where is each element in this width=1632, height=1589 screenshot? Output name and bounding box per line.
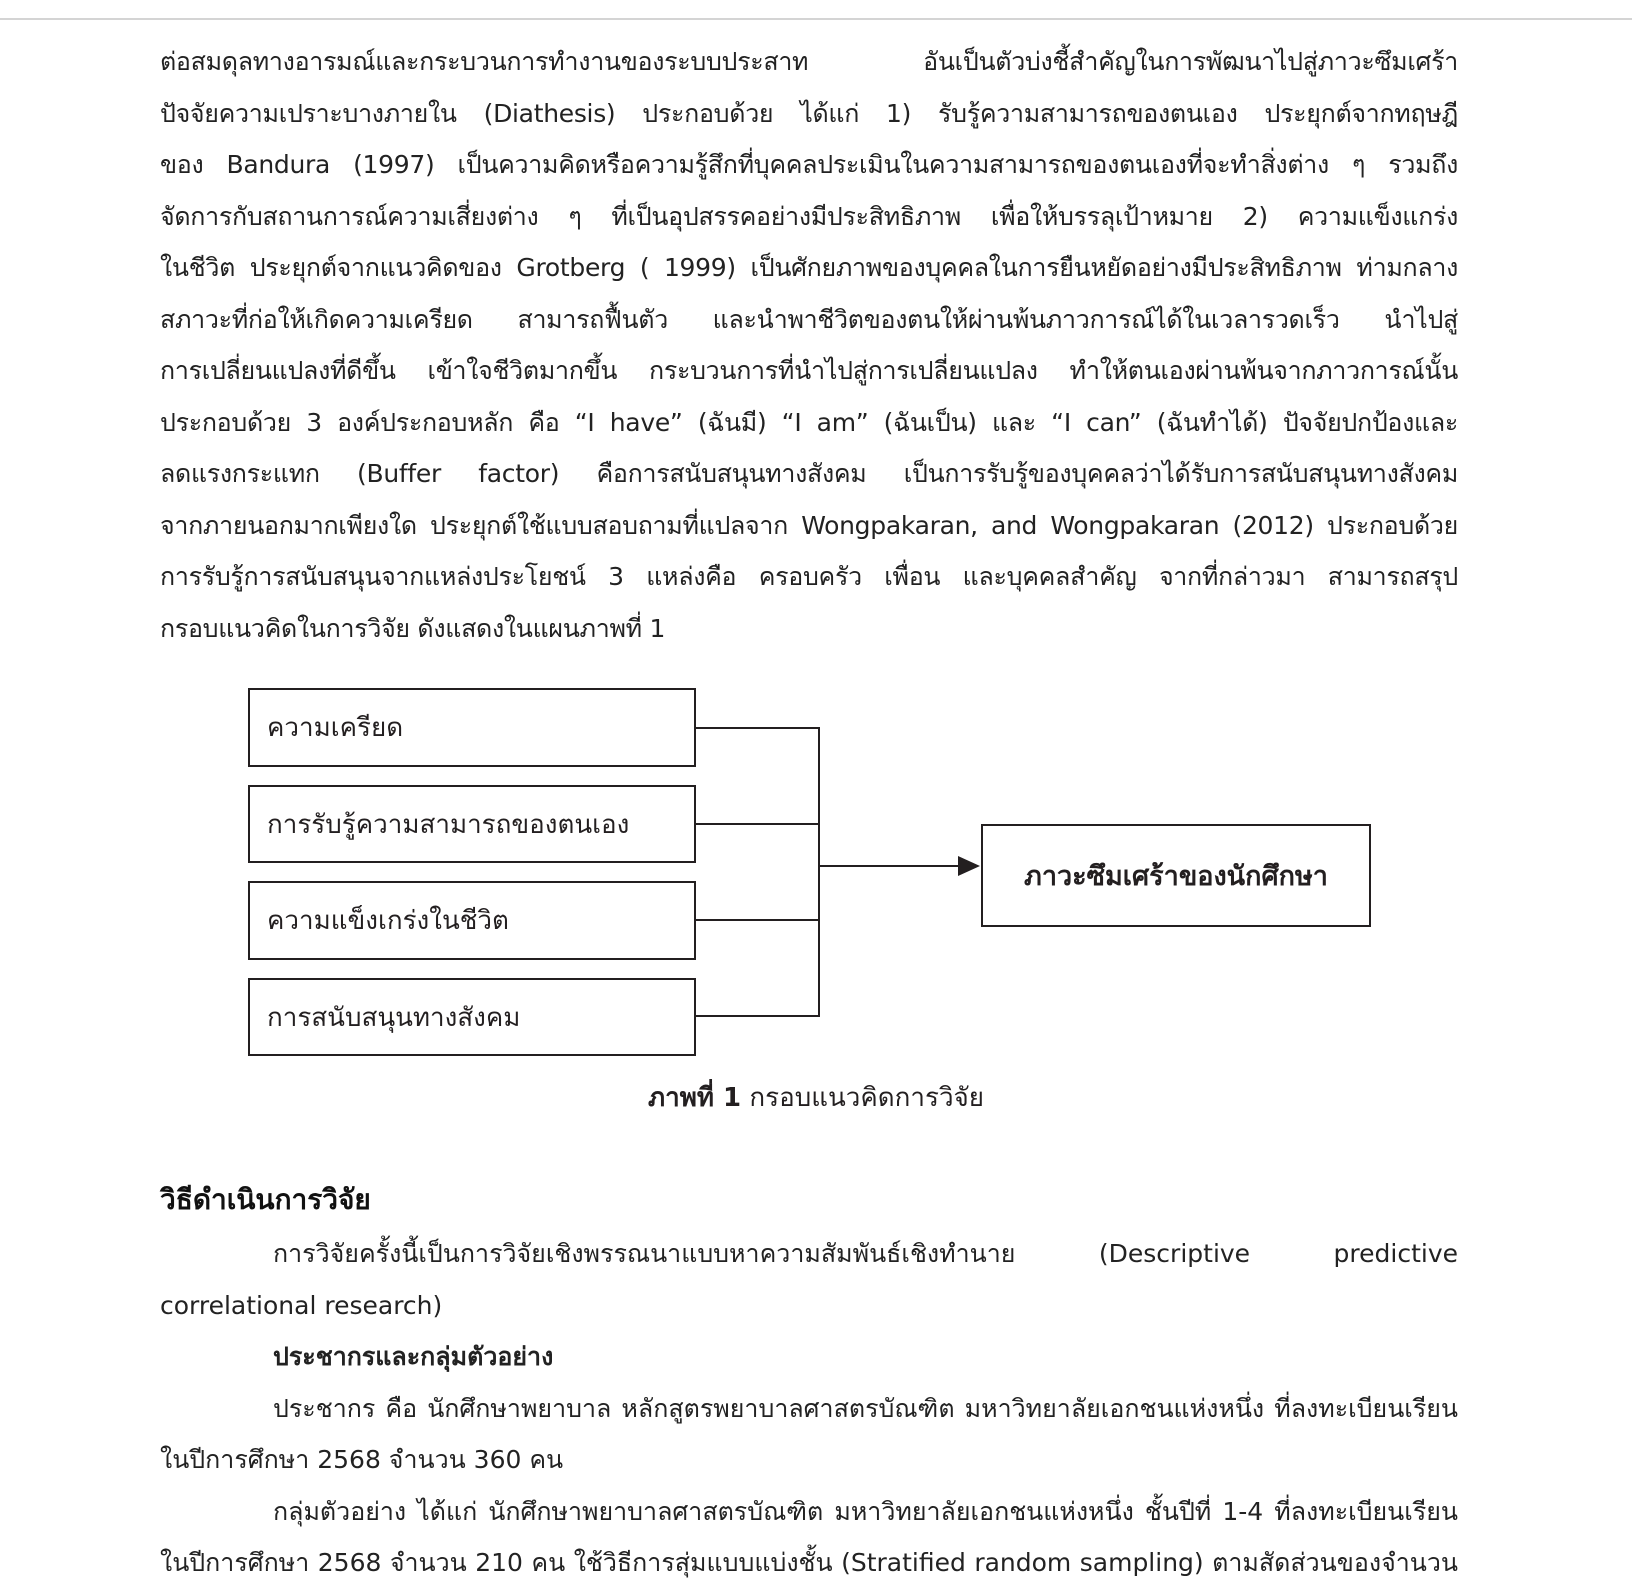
text-line: จัดการกับสถานการณ์ความเสี่ยงต่าง ๆ ที่เป็นอุปสรรคอย่างมีประสิทธิภาพ เพื่อให้บรรลุเป้าหมาย 2) ความแข็งแกร่ง bbox=[160, 201, 1458, 231]
connector-line bbox=[696, 1015, 820, 1017]
viewer-top-bar bbox=[0, 0, 1632, 20]
vertical-connector bbox=[818, 727, 820, 1017]
figure-caption bbox=[0, 1077, 1632, 1118]
text-line: กรอบแนวคิดในการวิจัย ดังแสดงในแผนภาพที่ 1 bbox=[160, 613, 666, 643]
text-line: ปัจจัยความเปราะบางภายใน (Diathesis) ประกอบด้วย ได้แก่ 1) รับรู้ความสามารถของตนเอง ประยุกต์จากทฤษฎี bbox=[160, 98, 1458, 128]
arrow-head-icon bbox=[958, 856, 980, 876]
caption-label: ภาพที่ 1 bbox=[647, 1083, 742, 1113]
text-line: correlational research) bbox=[160, 1290, 443, 1320]
input-label: ความเครียด bbox=[267, 713, 404, 743]
input-box-stress bbox=[248, 688, 696, 767]
connector-line bbox=[696, 727, 820, 729]
text-line: จากภายนอกมากเพียงใด ประยุกต์ใช้แบบสอบถามที่แปลจาก Wongpakaran, and Wongpakaran (2012) ประกอบด้วย bbox=[160, 510, 1458, 540]
input-label: การรับรู้ความสามารถของตนเอง bbox=[267, 809, 630, 840]
text-line: ประชากร คือ นักศึกษาพยาบาล หลักสูตรพยาบาลศาสตรบัณฑิต มหาวิทยาลัยเอกชนแห่งหนึ่ง ที่ลงทะเบียนเรียน bbox=[273, 1393, 1458, 1423]
input-box-self-efficacy bbox=[248, 785, 696, 863]
method-section bbox=[160, 1228, 1458, 1589]
output-label: ภาวะซึมเศร้าของนักศึกษา bbox=[1024, 861, 1328, 892]
arrow-shaft bbox=[818, 865, 958, 867]
input-box-social-support bbox=[248, 978, 696, 1056]
connector-line bbox=[696, 823, 820, 825]
text-line: ในปีการศึกษา 2568 จำนวน 210 คน ใช้วิธีการสุ่มแบบแบ่งชั้น (Stratified random sampling) ตามสัดส่วนของจำนวน bbox=[160, 1548, 1458, 1577]
section-heading: วิธีดำเนินการวิจัย bbox=[160, 1183, 371, 1216]
text-line: ลดแรงกระแทก (Buffer factor) คือการสนับสนุนทางสังคม เป็นการรับรู้ของบุคคลว่าได้รับการสนับสนุนทางสังคม bbox=[160, 459, 1458, 488]
subsection-heading: ประชากรและกลุ่มตัวอย่าง bbox=[273, 1342, 554, 1371]
text-line: การวิจัยครั้งนี้เป็นการวิจัยเชิงพรรณนาแบบหาความสัมพันธ์เชิงทำนาย (Descriptive predictive bbox=[273, 1239, 1458, 1268]
text-line: ต่อสมดุลทางอารมณ์และกระบวนการทำงานของระบบประสาท อันเป็นตัวบ่งชี้สำคัญในการพัฒนาไปสู่ภาวะซึมเศร้า bbox=[160, 47, 1458, 76]
text-line: สภาวะที่ก่อให้เกิดความเครียด สามารถฟื้นตัว และนำพาชีวิตของตนให้ผ่านพ้นภาวการณ์ได้ในเวลารวดเร็ว นำไปสู่ bbox=[160, 304, 1458, 334]
text-line: การรับรู้การสนับสนุนจากแหล่งประโยชน์ 3 แหล่งคือ ครอบครัว เพื่อน และบุคคลสำคัญ จากที่กล่าวมา สามารถสรุป bbox=[160, 562, 1458, 591]
text-line: ในชีวิต ประยุกต์จากแนวคิดของ Grotberg ( 1999) เป็นศักยภาพของบุคคลในการยืนหยัดอย่างมีประสิทธิภาพ ท่ามกลาง bbox=[160, 253, 1458, 282]
text-line: การเปลี่ยนแปลงที่ดีขึ้น เข้าใจชีวิตมากขึ้น กระบวนการที่นำไปสู่การเปลี่ยนแปลง ทำให้ตนเองผ่านพ้นจากภาวการณ์นั้น bbox=[160, 356, 1458, 385]
text-line: ในปีการศึกษา 2568 จำนวน 360 คน bbox=[160, 1445, 564, 1474]
text-line: กลุ่มตัวอย่าง ได้แก่ นักศึกษาพยาบาลศาสตรบัณฑิต มหาวิทยาลัยเอกชนแห่งหนึ่ง ชั้นปีที่ 1-4 ที่ลงทะเบียนเรียน bbox=[273, 1496, 1458, 1526]
text-line: ประกอบด้วย 3 องค์ประกอบหลัก คือ “I have” (ฉันมี) “I am” (ฉันเป็น) และ “I can” (ฉันทำได้) ปัจจัยปกป้องและ bbox=[160, 407, 1458, 437]
input-label: การสนับสนุนทางสังคม bbox=[267, 1002, 521, 1033]
connector-line bbox=[696, 919, 820, 921]
text-line: ของ Bandura (1997) เป็นความคิดหรือความรู้สึกที่บุคคลประเมินในความสามารถของตนเองที่จะทำสิ่งต่าง ๆ รวมถึง bbox=[160, 150, 1458, 179]
caption-text: กรอบแนวคิดการวิจัย bbox=[741, 1083, 985, 1113]
output-box-depression bbox=[981, 824, 1371, 927]
input-box-resilience bbox=[248, 881, 696, 960]
intro-paragraph bbox=[160, 36, 1458, 654]
input-label: ความแข็งเกร่งในชีวิต bbox=[267, 906, 509, 936]
